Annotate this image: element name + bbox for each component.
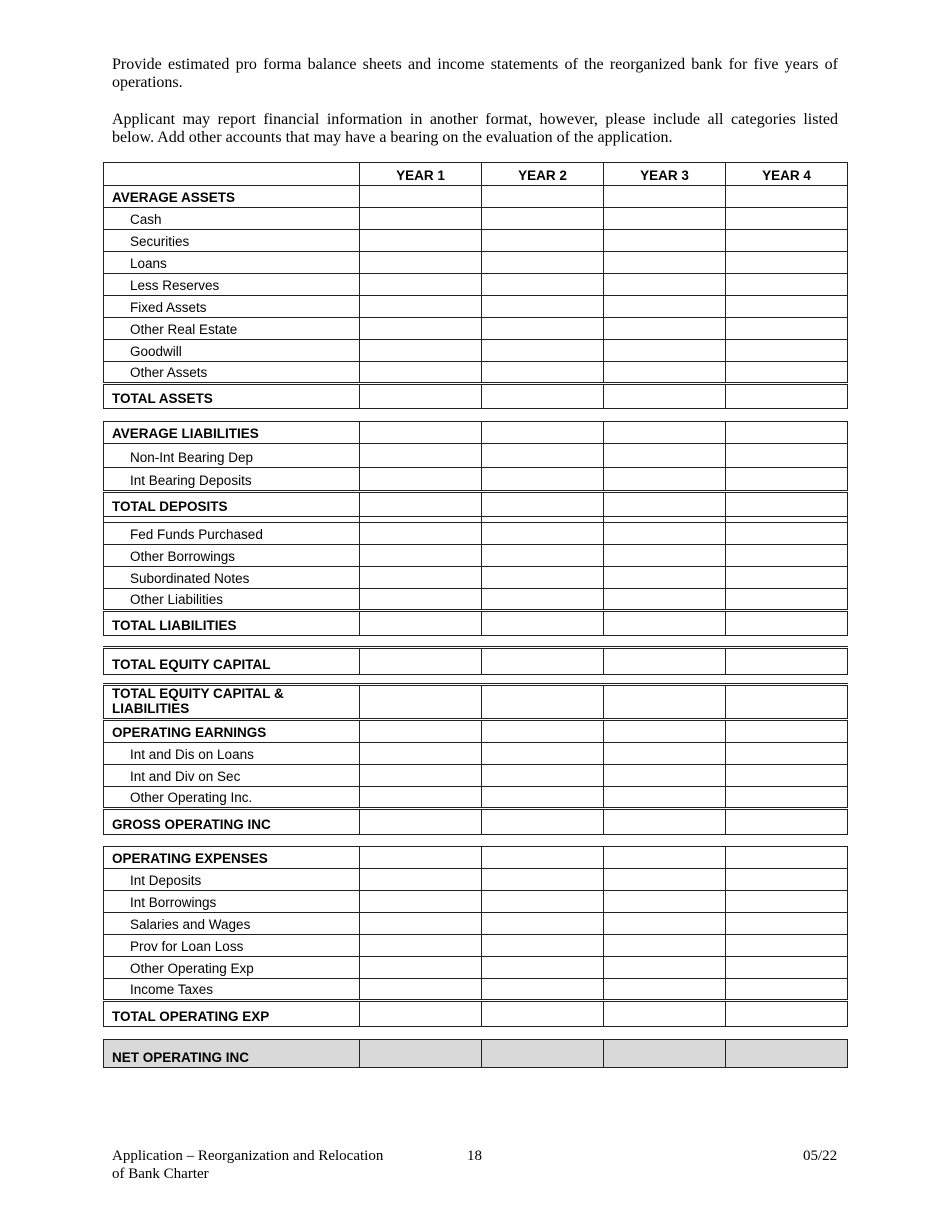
year-4-entry-cell[interactable] <box>726 208 848 230</box>
row-label: Other Real Estate <box>104 318 360 340</box>
row-label: TOTAL LIABILITIES <box>104 611 360 636</box>
year-2-entry-cell[interactable] <box>482 186 604 208</box>
year-1-entry-cell[interactable] <box>360 545 482 567</box>
year-4-entry-cell[interactable] <box>726 589 848 611</box>
year-4-entry-cell[interactable] <box>726 787 848 809</box>
footer-title-line-2: of Bank Charter <box>112 1166 209 1182</box>
year-3-entry-cell[interactable] <box>604 979 726 1001</box>
year-1-entry-cell[interactable] <box>360 787 482 809</box>
year-1-entry-cell[interactable] <box>360 208 482 230</box>
intro-paragraph-1: Provide estimated pro forma balance sheets and income statements of the reorganized bank for five years of operations. <box>112 56 838 91</box>
year-3-entry-cell[interactable] <box>604 444 726 468</box>
year-1-entry-cell[interactable] <box>360 611 482 636</box>
year-3-entry-cell[interactable] <box>604 492 726 517</box>
year-4-entry-cell[interactable] <box>726 891 848 913</box>
year-1-entry-cell[interactable] <box>360 809 482 835</box>
year-2-entry-cell[interactable] <box>482 362 604 384</box>
table-row <box>104 545 848 567</box>
year-2-entry-cell[interactable] <box>482 743 604 765</box>
year-2-entry-cell[interactable] <box>482 765 604 787</box>
row-label: TOTAL DEPOSITS <box>104 492 360 517</box>
year-2-entry-cell[interactable] <box>482 208 604 230</box>
year-3-entry-cell[interactable] <box>604 869 726 891</box>
year-4-entry-cell[interactable] <box>726 721 848 743</box>
year-2-entry-cell[interactable] <box>482 1001 604 1027</box>
row-label: Less Reserves <box>104 274 360 296</box>
table-row <box>104 523 848 545</box>
year-3-entry-cell[interactable] <box>604 765 726 787</box>
year-3-entry-cell[interactable] <box>604 611 726 636</box>
year-4-entry-cell[interactable] <box>726 685 848 719</box>
column-header-year-4: YEAR 4 <box>726 163 848 186</box>
year-3-entry-cell[interactable] <box>604 422 726 444</box>
year-4-entry-cell[interactable] <box>726 468 848 492</box>
year-2-entry-cell[interactable] <box>482 444 604 468</box>
year-1-entry-cell[interactable] <box>360 913 482 935</box>
row-label: Non-Int Bearing Dep <box>104 444 360 468</box>
year-3-entry-cell[interactable] <box>604 589 726 611</box>
year-3-entry-cell[interactable] <box>604 230 726 252</box>
year-1-entry-cell[interactable] <box>360 979 482 1001</box>
row-label: Int and Div on Sec <box>104 765 360 787</box>
year-2-entry-cell[interactable] <box>482 567 604 589</box>
footer-date: 05/22 <box>803 1148 838 1164</box>
year-2-entry-cell[interactable] <box>482 648 604 675</box>
year-2-entry-cell[interactable] <box>482 935 604 957</box>
year-4-entry-cell[interactable] <box>726 935 848 957</box>
year-4-entry-cell[interactable] <box>726 611 848 636</box>
row-label: Other Operating Inc. <box>104 787 360 809</box>
year-4-entry-cell[interactable] <box>726 492 848 517</box>
year-3-entry-cell[interactable] <box>604 721 726 743</box>
year-2-entry-cell[interactable] <box>482 979 604 1001</box>
table-row <box>104 765 848 787</box>
equity-table <box>103 646 848 675</box>
footer-title <box>112 1147 412 1183</box>
table-row <box>104 318 848 340</box>
total-row <box>104 492 848 517</box>
table-row <box>104 362 848 384</box>
year-4-entry-cell[interactable] <box>726 913 848 935</box>
header-blank-cell <box>104 163 360 186</box>
section-header-row <box>104 422 848 444</box>
year-4-entry-cell[interactable] <box>726 1040 848 1068</box>
year-1-entry-cell[interactable] <box>360 362 482 384</box>
year-4-entry-cell[interactable] <box>726 422 848 444</box>
year-2-entry-cell[interactable] <box>482 891 604 913</box>
year-4-entry-cell[interactable] <box>726 523 848 545</box>
table-row <box>104 891 848 913</box>
year-1-entry-cell[interactable] <box>360 891 482 913</box>
year-1-entry-cell[interactable] <box>360 1001 482 1027</box>
year-4-entry-cell[interactable] <box>726 869 848 891</box>
year-2-entry-cell[interactable] <box>482 340 604 362</box>
year-1-entry-cell[interactable] <box>360 523 482 545</box>
row-label: NET OPERATING INC <box>104 1040 360 1068</box>
row-label: Loans <box>104 252 360 274</box>
year-1-entry-cell[interactable] <box>360 567 482 589</box>
year-3-entry-cell[interactable] <box>604 318 726 340</box>
column-header-row <box>104 163 848 186</box>
table-row <box>104 252 848 274</box>
total-row <box>104 809 848 835</box>
year-3-entry-cell[interactable] <box>604 847 726 869</box>
operating-earnings-table <box>103 720 848 835</box>
row-label: Securities <box>104 230 360 252</box>
liabilities-table <box>103 421 848 636</box>
year-2-entry-cell[interactable] <box>482 809 604 835</box>
year-4-entry-cell[interactable] <box>726 847 848 869</box>
row-label: Prov for Loan Loss <box>104 935 360 957</box>
year-1-entry-cell[interactable] <box>360 765 482 787</box>
year-1-entry-cell[interactable] <box>360 957 482 979</box>
year-1-entry-cell[interactable] <box>360 935 482 957</box>
row-label: TOTAL OPERATING EXP <box>104 1001 360 1027</box>
year-4-entry-cell[interactable] <box>726 979 848 1001</box>
row-label: OPERATING EARNINGS <box>104 721 360 743</box>
row-label: AVERAGE LIABILITIES <box>104 422 360 444</box>
table-row <box>104 957 848 979</box>
row-label: Int Borrowings <box>104 891 360 913</box>
year-3-entry-cell[interactable] <box>604 743 726 765</box>
row-label: TOTAL EQUITY CAPITAL <box>104 648 360 675</box>
year-2-entry-cell[interactable] <box>482 230 604 252</box>
year-2-entry-cell[interactable] <box>482 589 604 611</box>
row-label: Subordinated Notes <box>104 567 360 589</box>
year-1-entry-cell[interactable] <box>360 444 482 468</box>
year-3-entry-cell[interactable] <box>604 252 726 274</box>
row-label: Other Borrowings <box>104 545 360 567</box>
row-label: OPERATING EXPENSES <box>104 847 360 869</box>
year-2-entry-cell[interactable] <box>482 252 604 274</box>
year-4-entry-cell[interactable] <box>726 362 848 384</box>
year-1-entry-cell[interactable] <box>360 743 482 765</box>
year-3-entry-cell[interactable] <box>604 523 726 545</box>
section-header-row <box>104 721 848 743</box>
year-2-entry-cell[interactable] <box>482 685 604 719</box>
total-row <box>104 648 848 675</box>
section-header-row <box>104 186 848 208</box>
table-row <box>104 913 848 935</box>
year-4-entry-cell[interactable] <box>726 230 848 252</box>
table-row <box>104 340 848 362</box>
year-1-entry-cell[interactable] <box>360 721 482 743</box>
year-4-entry-cell[interactable] <box>726 545 848 567</box>
year-3-entry-cell[interactable] <box>604 957 726 979</box>
year-2-entry-cell[interactable] <box>482 318 604 340</box>
year-3-entry-cell[interactable] <box>604 1001 726 1027</box>
footer-page-number: 18 <box>467 1148 482 1164</box>
year-3-entry-cell[interactable] <box>604 545 726 567</box>
year-3-entry-cell[interactable] <box>604 340 726 362</box>
year-1-entry-cell[interactable] <box>360 230 482 252</box>
year-3-entry-cell[interactable] <box>604 809 726 835</box>
year-1-entry-cell[interactable] <box>360 252 482 274</box>
year-1-entry-cell[interactable] <box>360 492 482 517</box>
year-1-entry-cell[interactable] <box>360 648 482 675</box>
total-row <box>104 685 848 719</box>
year-2-entry-cell[interactable] <box>482 422 604 444</box>
year-2-entry-cell[interactable] <box>482 468 604 492</box>
year-4-entry-cell[interactable] <box>726 1001 848 1027</box>
row-label: Income Taxes <box>104 979 360 1001</box>
row-label: Int Deposits <box>104 869 360 891</box>
year-2-entry-cell[interactable] <box>482 545 604 567</box>
year-2-entry-cell[interactable] <box>482 492 604 517</box>
table-row <box>104 979 848 1001</box>
year-2-entry-cell[interactable] <box>482 721 604 743</box>
year-1-entry-cell[interactable] <box>360 318 482 340</box>
table-row <box>104 567 848 589</box>
year-4-entry-cell[interactable] <box>726 809 848 835</box>
year-2-entry-cell[interactable] <box>482 1040 604 1068</box>
column-header-year-3: YEAR 3 <box>604 163 726 186</box>
assets-table <box>103 162 848 409</box>
year-1-entry-cell[interactable] <box>360 340 482 362</box>
equity-liabilities-table <box>103 683 848 719</box>
intro-paragraph-2: Applicant may report financial information in another format, however, please include all categories listed below. Add other accounts that may have a bearing on the evaluation of the application. <box>112 111 838 146</box>
year-4-entry-cell[interactable] <box>726 296 848 318</box>
year-1-entry-cell[interactable] <box>360 1040 482 1068</box>
year-1-entry-cell[interactable] <box>360 296 482 318</box>
year-3-entry-cell[interactable] <box>604 567 726 589</box>
year-3-entry-cell[interactable] <box>604 787 726 809</box>
net-total-row <box>104 1040 848 1068</box>
table-row <box>104 743 848 765</box>
row-label: TOTAL ASSETS <box>104 384 360 409</box>
table-row <box>104 869 848 891</box>
year-1-entry-cell[interactable] <box>360 869 482 891</box>
year-1-entry-cell[interactable] <box>360 384 482 409</box>
row-label: Int and Dis on Loans <box>104 743 360 765</box>
row-label: Goodwill <box>104 340 360 362</box>
year-3-entry-cell[interactable] <box>604 274 726 296</box>
year-2-entry-cell[interactable] <box>482 611 604 636</box>
year-1-entry-cell[interactable] <box>360 685 482 719</box>
row-label: Other Operating Exp <box>104 957 360 979</box>
year-4-entry-cell[interactable] <box>726 252 848 274</box>
table-row <box>104 589 848 611</box>
footer-title-line-1: Application – Reorganization and Relocation <box>112 1148 384 1164</box>
row-label: Other Assets <box>104 362 360 384</box>
year-3-entry-cell[interactable] <box>604 186 726 208</box>
year-4-entry-cell[interactable] <box>726 567 848 589</box>
row-label: Other Liabilities <box>104 589 360 611</box>
row-label: GROSS OPERATING INC <box>104 809 360 835</box>
year-1-entry-cell[interactable] <box>360 422 482 444</box>
year-4-entry-cell[interactable] <box>726 444 848 468</box>
year-3-entry-cell[interactable] <box>604 384 726 409</box>
row-label: Fed Funds Purchased <box>104 523 360 545</box>
table-row <box>104 444 848 468</box>
year-2-entry-cell[interactable] <box>482 913 604 935</box>
year-3-entry-cell[interactable] <box>604 468 726 492</box>
row-label: Cash <box>104 208 360 230</box>
year-4-entry-cell[interactable] <box>726 186 848 208</box>
year-2-entry-cell[interactable] <box>482 787 604 809</box>
year-3-entry-cell[interactable] <box>604 685 726 719</box>
total-row <box>104 1001 848 1027</box>
year-2-entry-cell[interactable] <box>482 957 604 979</box>
year-4-entry-cell[interactable] <box>726 318 848 340</box>
row-label: Int Bearing Deposits <box>104 468 360 492</box>
table-row <box>104 787 848 809</box>
year-2-entry-cell[interactable] <box>482 274 604 296</box>
year-2-entry-cell[interactable] <box>482 384 604 409</box>
year-3-entry-cell[interactable] <box>604 296 726 318</box>
section-header-row <box>104 847 848 869</box>
year-4-entry-cell[interactable] <box>726 384 848 409</box>
year-4-entry-cell[interactable] <box>726 340 848 362</box>
row-label: Salaries and Wages <box>104 913 360 935</box>
year-3-entry-cell[interactable] <box>604 913 726 935</box>
row-label: Fixed Assets <box>104 296 360 318</box>
table-row <box>104 208 848 230</box>
year-4-entry-cell[interactable] <box>726 765 848 787</box>
table-row <box>104 468 848 492</box>
year-1-entry-cell[interactable] <box>360 589 482 611</box>
total-row <box>104 611 848 636</box>
year-2-entry-cell[interactable] <box>482 296 604 318</box>
table-row <box>104 230 848 252</box>
year-1-entry-cell[interactable] <box>360 186 482 208</box>
year-4-entry-cell[interactable] <box>726 743 848 765</box>
year-1-entry-cell[interactable] <box>360 847 482 869</box>
year-3-entry-cell[interactable] <box>604 648 726 675</box>
column-header-year-2: YEAR 2 <box>482 163 604 186</box>
operating-expenses-table <box>103 846 848 1027</box>
year-2-entry-cell[interactable] <box>482 847 604 869</box>
row-label: AVERAGE ASSETS <box>104 186 360 208</box>
row-label: TOTAL EQUITY CAPITAL & LIABILITIES <box>104 685 360 719</box>
total-row <box>104 384 848 409</box>
year-3-entry-cell[interactable] <box>604 208 726 230</box>
column-header-year-1: YEAR 1 <box>360 163 482 186</box>
year-3-entry-cell[interactable] <box>604 935 726 957</box>
year-4-entry-cell[interactable] <box>726 648 848 675</box>
year-4-entry-cell[interactable] <box>726 957 848 979</box>
year-2-entry-cell[interactable] <box>482 869 604 891</box>
net-operating-table <box>103 1039 848 1068</box>
year-3-entry-cell[interactable] <box>604 362 726 384</box>
year-3-entry-cell[interactable] <box>604 891 726 913</box>
year-2-entry-cell[interactable] <box>482 523 604 545</box>
year-1-entry-cell[interactable] <box>360 468 482 492</box>
table-row <box>104 274 848 296</box>
table-row <box>104 935 848 957</box>
year-1-entry-cell[interactable] <box>360 274 482 296</box>
year-4-entry-cell[interactable] <box>726 274 848 296</box>
year-3-entry-cell[interactable] <box>604 1040 726 1068</box>
table-row <box>104 296 848 318</box>
